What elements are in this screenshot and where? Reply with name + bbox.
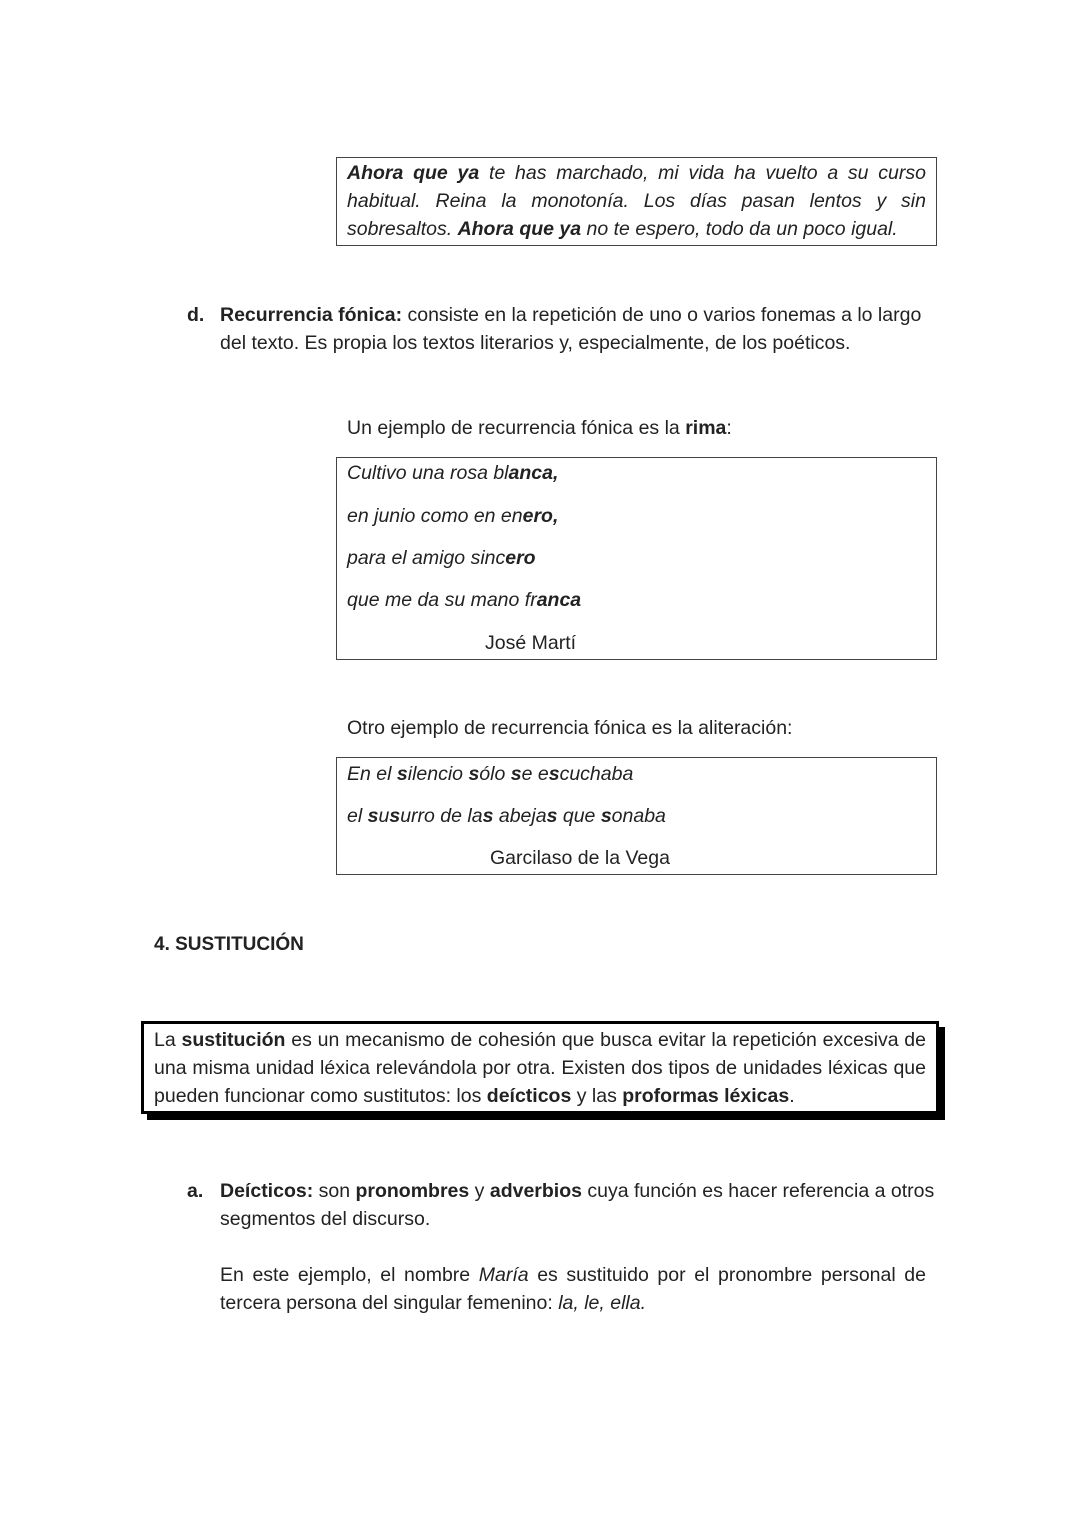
bold-text: Deícticos: [220, 1180, 314, 1202]
bold-text: s [548, 763, 560, 785]
bold-text: s [510, 763, 522, 785]
text-run: no te espero, todo da un poco igual. [581, 218, 898, 240]
quote-line-1 [347, 161, 926, 185]
quote-line-2 [347, 189, 926, 213]
italic-text: la, le, ella. [558, 1292, 647, 1314]
italic-text: María [478, 1264, 529, 1286]
bold-text: ero [505, 547, 536, 569]
text-run: abeja [493, 805, 547, 827]
bold-text: deícticos [486, 1085, 572, 1107]
rima-verse-1 [347, 461, 558, 485]
text-run: son [313, 1180, 356, 1202]
aliteracion-author: Garcilaso de la Vega [490, 847, 670, 869]
bold-text: adverbios [489, 1180, 582, 1202]
text-run: : [726, 417, 732, 439]
section-d-text-2: del texto. Es propia los textos literarios y, especialmente, de los poéticos. [220, 332, 851, 354]
definition-line-3 [154, 1084, 795, 1108]
text-run: cuya función es hacer referencia a otros [581, 1180, 935, 1202]
section-a-example-2 [220, 1291, 646, 1315]
bold-text: Ahora que ya [347, 162, 480, 184]
text-run: urro de la [400, 805, 483, 827]
definition-line-2 [154, 1056, 926, 1080]
text-run: y las [571, 1085, 623, 1107]
text-run: es sustituido por el pronombre personal de [528, 1264, 926, 1286]
text-run: Un ejemplo de recurrencia fónica es la [347, 417, 686, 439]
text-run: es un mecanismo de cohesión que busca evitar la repetición excesiva de [285, 1029, 926, 1051]
section-d-text-1 [220, 303, 921, 327]
text-run: pueden funcionar como sustitutos: los [154, 1085, 487, 1107]
bold-text: Ahora que ya [457, 218, 582, 240]
list-marker-a: a. [187, 1180, 204, 1202]
bold-text: s [546, 805, 558, 827]
text-run: que me da su mano fr [347, 589, 537, 611]
aliteracion-verse-2 [347, 804, 666, 828]
text-run: u [378, 805, 390, 827]
text-run: que [557, 805, 601, 827]
aliteracion-intro: Otro ejemplo de recurrencia fónica es la aliteración: [347, 717, 793, 739]
text-run: una misma unidad léxica relevándola por otra. Existen dos tipos de unidades léxicas que [154, 1057, 926, 1079]
text-run: ólo [479, 763, 511, 785]
text-run: onaba [611, 805, 666, 827]
bold-text: s [396, 763, 408, 785]
rima-verse-4 [347, 588, 581, 612]
section-a-text-2: segmentos del discurso. [220, 1208, 431, 1230]
bold-text: s [389, 805, 401, 827]
bold-text: sustitución [181, 1029, 286, 1051]
bold-text: s [367, 805, 379, 827]
rima-verse-2 [347, 504, 558, 528]
text-run: habitual. Reina la monotonía. Los días pasan lentos y sin [347, 190, 926, 212]
text-run: cuchaba [559, 763, 634, 785]
aliteracion-verse-1 [347, 762, 633, 786]
bold-text: s [600, 805, 612, 827]
bold-text: anca, [508, 462, 559, 484]
text-run: En este ejemplo, el nombre [220, 1264, 479, 1286]
bold-text: proformas léxicas [622, 1085, 790, 1107]
text-run: Cultivo una rosa bl [347, 462, 509, 484]
text-run: En el [347, 763, 397, 785]
text-run: sobresaltos. [347, 218, 458, 240]
text-run: La [154, 1029, 182, 1051]
section-a-text-1 [220, 1179, 935, 1203]
text-run: y [469, 1180, 490, 1202]
text-run: tercera persona del singular femenino: [220, 1292, 559, 1314]
section-a-example-1 [220, 1263, 926, 1287]
text-run: ilencio [407, 763, 469, 785]
text-run: . [789, 1085, 795, 1107]
text-run: e e [521, 763, 549, 785]
bold-text: pronombres [355, 1180, 470, 1202]
rima-intro [347, 416, 732, 440]
definition-line-1 [154, 1028, 926, 1052]
bold-text: rima [685, 417, 727, 439]
rima-verse-3 [347, 546, 536, 570]
bold-text: ero, [522, 505, 559, 527]
list-marker-d: d. [187, 304, 205, 326]
rima-author: José Martí [485, 632, 577, 654]
text-run: en junio como en en [347, 505, 523, 527]
bold-text: anca [536, 589, 582, 611]
text-run: te has marchado, mi vida ha vuelto a su curso [479, 162, 926, 184]
quote-line-3 [347, 217, 898, 241]
text-run: para el amigo sinc [347, 547, 506, 569]
text-run: consiste en la repetición de uno o varios fonemas a lo largo [402, 304, 922, 326]
section-heading: 4. SUSTITUCIÓN [154, 934, 304, 955]
bold-text: Recurrencia fónica: [220, 304, 403, 326]
bold-text: s [482, 805, 494, 827]
bold-text: s [468, 763, 480, 785]
text-run: el [347, 805, 368, 827]
